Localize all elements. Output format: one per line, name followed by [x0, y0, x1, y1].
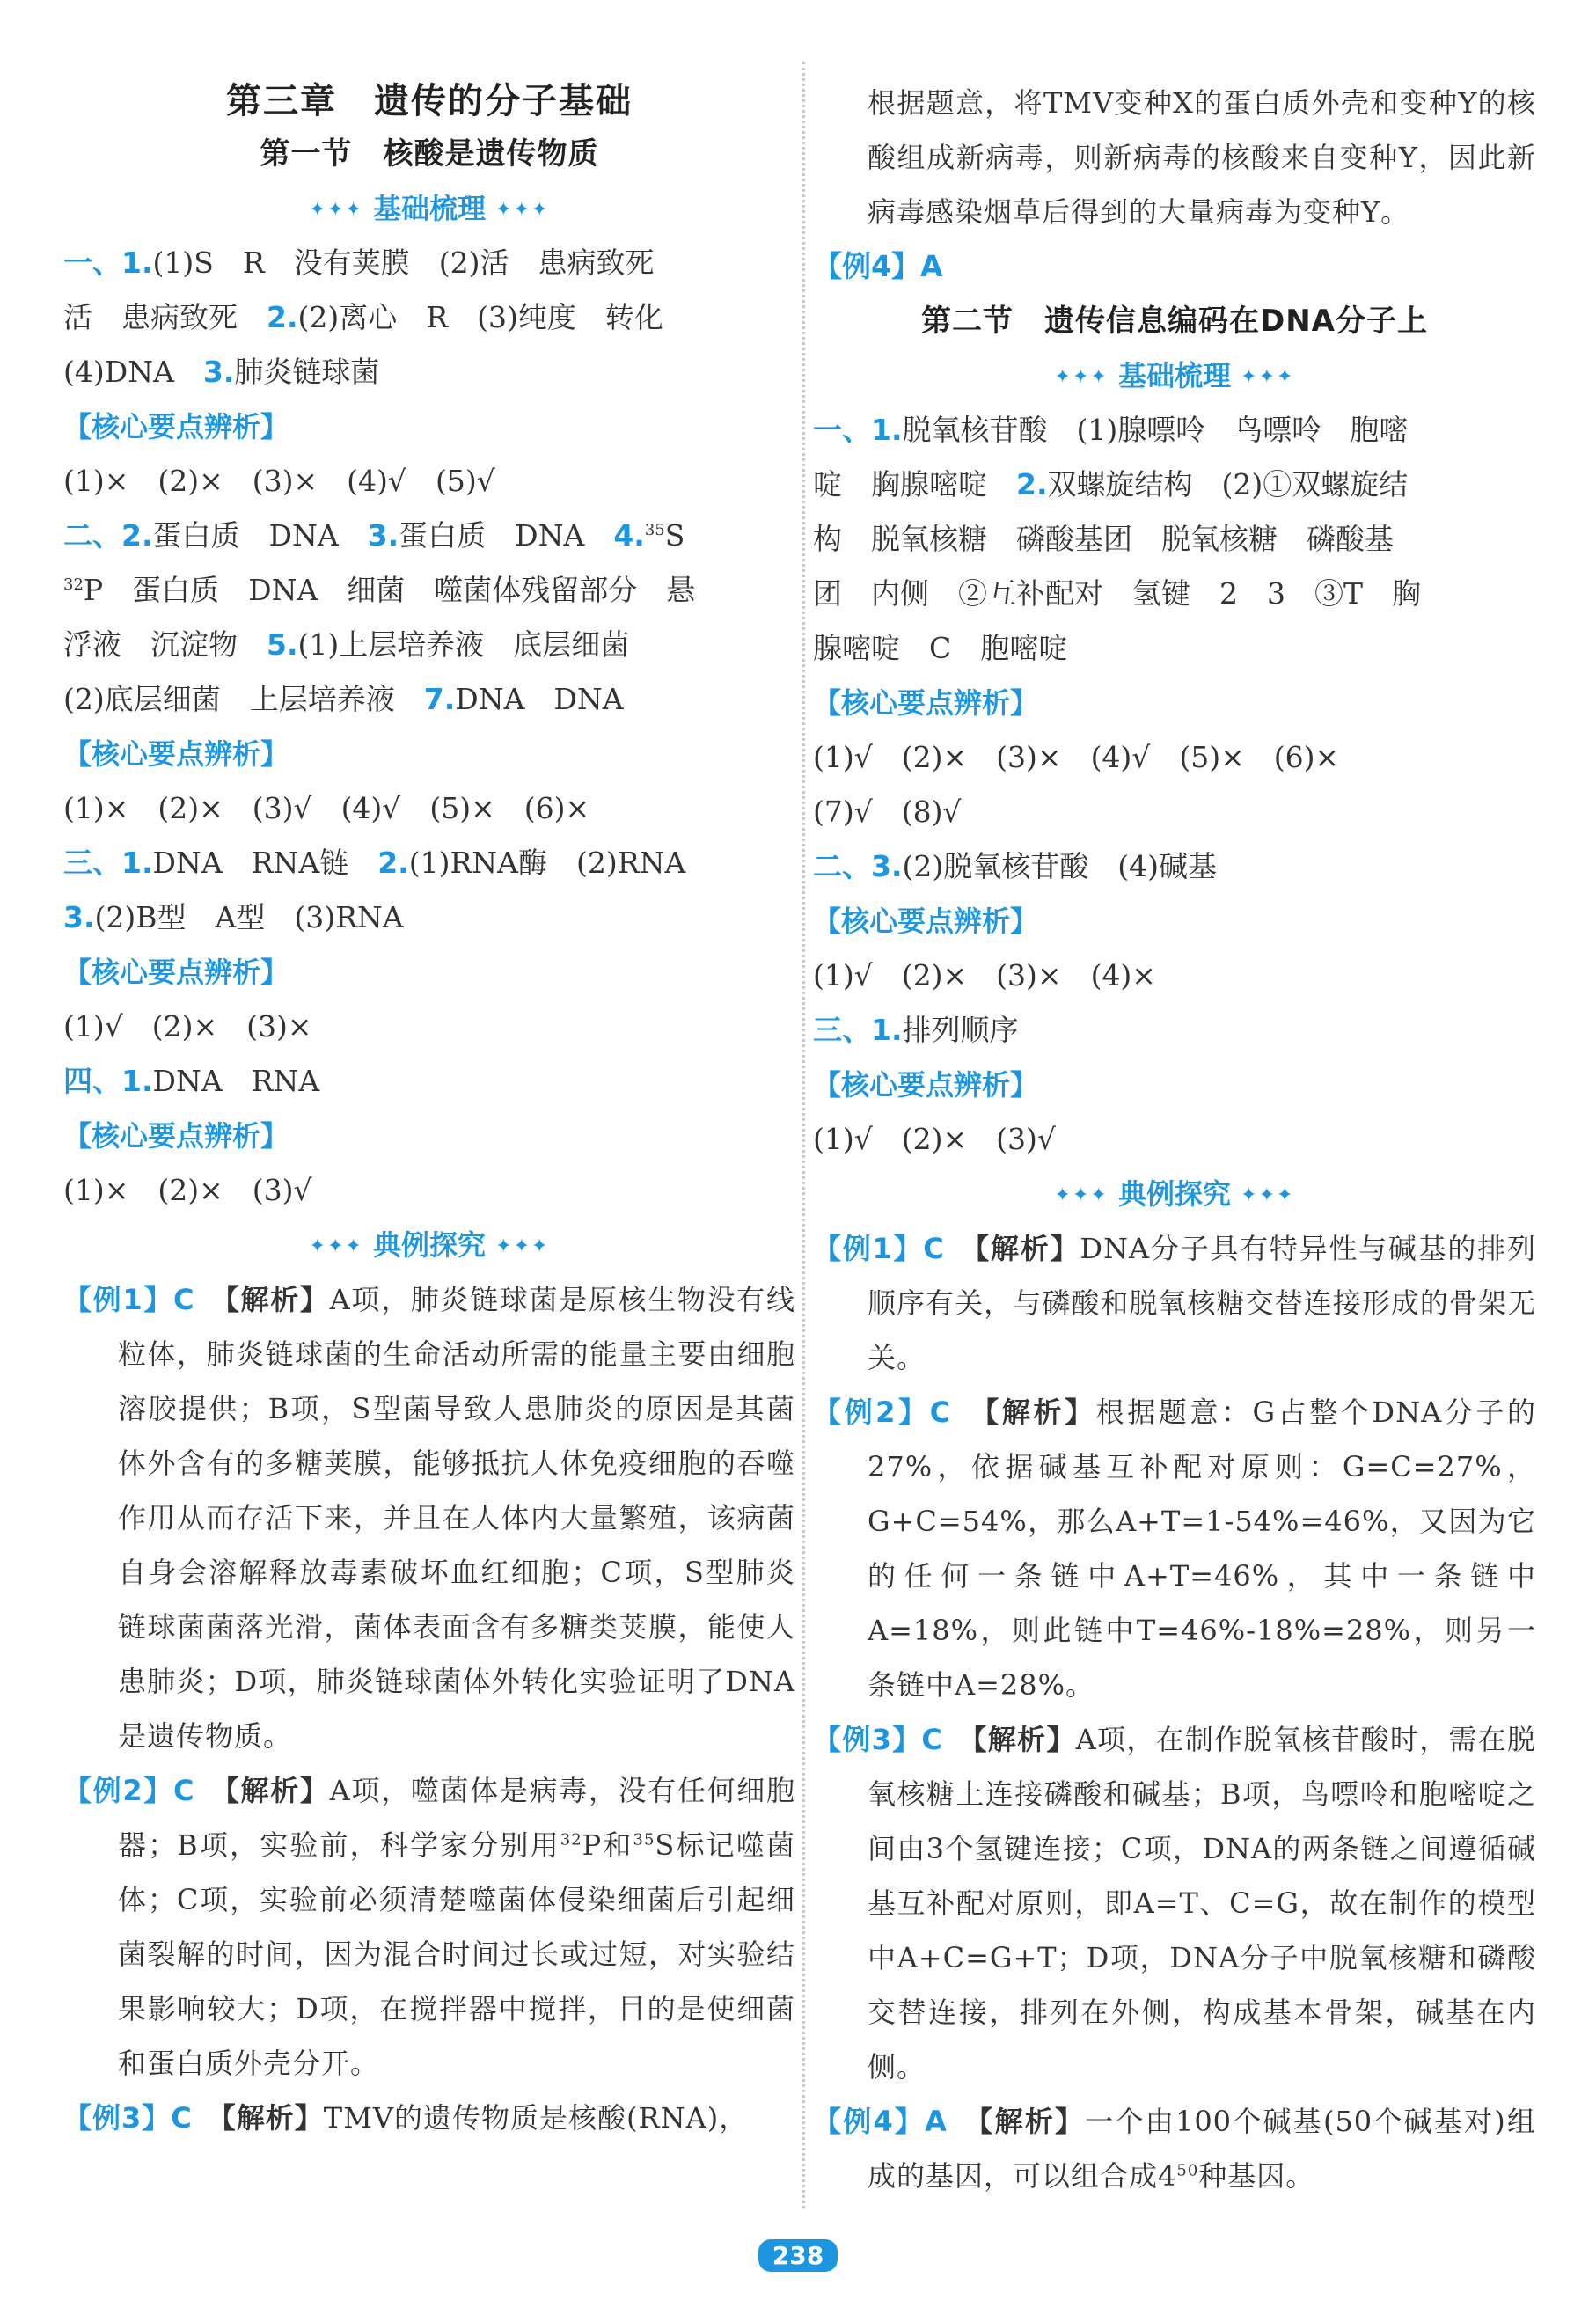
superscript: 32: [560, 1830, 582, 1850]
core-answers: (1)× (2)× (3)√ (4)√ (5)× (6)×: [63, 791, 590, 825]
example-label: 【例4】: [813, 249, 920, 283]
examples-heading-text: 典例探究: [1117, 1177, 1231, 1211]
answer-text: (2)离心 R (3)纯度 转化: [297, 300, 663, 334]
example-label: 【例1】: [813, 1232, 924, 1265]
part-number: 二、: [813, 849, 871, 883]
answer-text: 双螺旋结构 (2)①双螺旋结: [1047, 467, 1409, 502]
example-answer: A: [919, 249, 943, 283]
analysis-label: 【解析】: [224, 1283, 330, 1316]
answer-text: (4)DNA: [63, 355, 203, 389]
analysis-text: A项，肺炎链球菌是原核生物没有线粒体，肺炎链球菌的生命活动所需的能量主要由细胞溶胶提供；B项，S型菌导致人患肺炎的原因是其菌体外含有的多糖荚膜，能够抵抗人体免疫细胞的吞噬作用从而存活下来，并且在人体内大量繁殖，该病菌自身会溶解释放毒素破坏血红细胞；C项，S型肺炎链球菌菌落光滑，菌体表面含有多糖类荚膜，能使人患肺炎；D项，肺炎链球菌体外转化实验证明了DNA是遗传物质。: [118, 1283, 795, 1753]
analysis-text: A项，噬菌体是病毒，没有任何细胞器；B项，实验前，科学家分别用: [118, 1774, 795, 1862]
answer-text: 啶 胸腺嘧啶: [813, 467, 1016, 502]
analysis-label: 【解析】: [972, 1723, 1076, 1756]
section-title: 第一节 核酸是遗传物质: [260, 136, 599, 172]
part-number: 四、: [63, 1064, 121, 1098]
example-answer: C: [929, 1395, 952, 1429]
item-number: 3.: [367, 518, 399, 553]
answer-text: DNA DNA: [455, 682, 624, 716]
examples-heading-text: 典例探究: [372, 1228, 486, 1262]
answer-line: [813, 1003, 1536, 1058]
answer-line: [63, 563, 795, 618]
answer-text: 脱氧核苷酸 (1)腺嘌呤 鸟嘌呤 胞嘧: [902, 413, 1409, 447]
example-label: 【例3】: [813, 1723, 922, 1756]
analysis-label: 【解析】: [985, 1395, 1096, 1429]
analysis-text: 种基因。: [1198, 2159, 1315, 2193]
item-number: 2.: [267, 300, 298, 334]
core-heading-text: 核心要点辨析: [841, 905, 1011, 938]
answer-text: P 蛋白质 DNA 细菌 噬菌体残留部分 悬: [83, 573, 696, 607]
core-heading-text: 核心要点辨析: [92, 956, 261, 989]
answer-text: 浮液 沉淀物: [63, 627, 267, 662]
core-answers: (1)× (2)× (3)× (4)√ (5)√: [63, 464, 495, 498]
example-answer: C: [173, 1283, 195, 1316]
answer-line: [63, 890, 795, 945]
example-label: 【例2】: [63, 1774, 173, 1807]
core-heading: 【核心要点辨析】: [63, 1119, 289, 1153]
answer-line: [63, 836, 795, 890]
answer-text: (2)底层细菌 上层培养液: [63, 682, 424, 716]
analysis-label: 【解析】: [221, 2101, 324, 2135]
item-number: 1.: [871, 413, 903, 447]
item-number: 5.: [267, 627, 298, 662]
example-label: 【例4】: [813, 2105, 926, 2138]
example-2: [63, 1763, 795, 2091]
answer-text: 蛋白质 DNA: [152, 518, 368, 553]
diamond-dots-icon: ✦✦✦: [495, 1235, 550, 1257]
superscript: 32: [63, 575, 84, 594]
item-number: 3.: [871, 849, 903, 883]
core-heading: 【核心要点辨析】: [813, 1068, 1039, 1102]
core-heading-text: 核心要点辨析: [92, 410, 261, 443]
core-answers: (1)√ (2)× (3)× (4)×: [813, 958, 1156, 993]
section-title: 第二节 遗传信息编码在DNA分子上: [921, 304, 1428, 339]
example-answer: A: [925, 2105, 948, 2138]
part-number: 一、: [63, 245, 121, 280]
answer-text: 肺炎链球菌: [234, 355, 380, 389]
left-column: [63, 76, 795, 2145]
superscript: 35: [633, 1830, 655, 1850]
answer-text: (1)S R 没有荚膜 (2)活 患病致死: [152, 245, 655, 280]
answer-text: DNA RNA: [152, 1064, 320, 1098]
analysis-label: 【解析】: [975, 1232, 1080, 1265]
answer-text: DNA RNA链: [152, 846, 378, 880]
item-number: 7.: [423, 682, 456, 716]
analysis-text: P和: [582, 1828, 633, 1862]
item-number: 3.: [202, 355, 235, 389]
examples-heading: [63, 1218, 795, 1272]
example-3: [63, 2091, 795, 2145]
example-label: 【例3】: [63, 2101, 172, 2135]
item-number: 3.: [63, 900, 95, 934]
answer-text: 蛋白质 DNA: [399, 518, 614, 553]
example-1: [63, 1272, 795, 1763]
item-number: 4.: [613, 518, 645, 553]
example-3: [813, 1712, 1536, 2094]
core-answers: (1)√ (2)× (3)√: [813, 1122, 1056, 1156]
item-number: 1.: [121, 1064, 153, 1098]
part-number: 三、: [63, 846, 121, 880]
example-4: [813, 2094, 1536, 2203]
core-answers: (7)√ (8)√: [813, 795, 962, 829]
superscript: 50: [1176, 2161, 1199, 2180]
item-number: 1.: [121, 245, 153, 280]
analysis-text: 根据题意：G占整个DNA分子的27%，依据碱基互补配对原则：G=C=27%，G+C=54%，那么A+T=1-54%=46%，又因为它的任何一条链中A+T=46%，其中一条链中A=18%，则此链中T=46%-18%=28%，则另一条链中A=28%。: [868, 1395, 1536, 1702]
core-heading-text: 核心要点辨析: [92, 1119, 261, 1153]
analysis-text: DNA分子具有特异性与碱基的排列顺序有关，与磷酸和脱氧核糖交替连接形成的骨架无关。: [868, 1232, 1536, 1374]
core-heading: 【核心要点辨析】: [813, 905, 1039, 938]
example-answer: C: [173, 1774, 195, 1807]
basics-heading: [813, 348, 1536, 403]
analysis-text: TMV的遗传物质是核酸(RNA)，: [323, 2101, 749, 2135]
answer-text: 排列顺序: [902, 1013, 1019, 1047]
answer-text: (2)B型 A型 (3)RNA: [94, 900, 404, 934]
answer-text: (1)RNA酶 (2)RNA: [408, 846, 686, 880]
chapter-title: 第三章 遗传的分子基础: [226, 81, 633, 121]
core-answers: (1)√ (2)× (3)× (4)√ (5)× (6)×: [813, 740, 1340, 774]
example-answer: C: [923, 1232, 945, 1265]
core-answers: (1)× (2)× (3)√: [63, 1173, 312, 1207]
diamond-dots-icon: ✦✦✦: [309, 199, 363, 221]
example-3-continued: 根据题意，将TMV变种X的蛋白质外壳和变种Y的核酸组成新病毒，则新病毒的核酸来自变种Y，因此新病毒感染烟草后得到的大量病毒为变种Y。: [868, 86, 1536, 229]
basics-heading: [63, 181, 795, 236]
answer-line: [813, 403, 1536, 458]
answer-line: 腺嘧啶 C 胞嘧啶: [813, 631, 1068, 665]
core-heading-text: 核心要点辨析: [92, 737, 261, 771]
item-number: 2.: [121, 518, 153, 553]
answer-line: [63, 618, 795, 672]
answer-text: 活 患病致死: [63, 300, 267, 334]
core-answers: (1)√ (2)× (3)×: [63, 1009, 312, 1044]
answer-text: (1)上层培养液 底层细菌: [297, 627, 630, 662]
answer-text: S: [664, 518, 685, 553]
superscript: 35: [644, 521, 665, 539]
example-2: [813, 1385, 1536, 1712]
answer-line: 构 脱氧核糖 磷酸基团 脱氧核糖 磷酸基: [813, 522, 1394, 556]
part-number: 二、: [63, 518, 121, 553]
answer-line: [63, 236, 795, 290]
answer-line: [813, 458, 1536, 512]
core-heading-text: 核心要点辨析: [841, 686, 1011, 720]
answer-line: [63, 672, 795, 727]
diamond-dots-icon: ✦✦✦: [1241, 366, 1295, 388]
basics-heading-text: 基础梳理: [1117, 359, 1231, 392]
example-label: 【例2】: [813, 1395, 930, 1429]
example-label: 【例1】: [63, 1283, 173, 1316]
core-heading: 【核心要点辨析】: [813, 686, 1039, 720]
analysis-text: S标记噬菌体；C项，实验前必须清楚噬菌体侵染细菌后引起细菌裂解的时间，因为混合时间过长或过短，对实验结果影响较大；D项，在搅拌器中搅拌，目的是使细菌和蛋白质外壳分开。: [118, 1828, 795, 2080]
analysis-label: 【解析】: [224, 1774, 330, 1807]
example-answer: C: [171, 2101, 193, 2135]
basics-heading-text: 基础梳理: [372, 192, 486, 225]
answer-line: [63, 345, 795, 399]
answer-line: 团 内侧 ②互补配对 氢键 2 3 ③T 胸: [813, 576, 1422, 611]
part-number: 一、: [813, 413, 871, 447]
analysis-text: A项，在制作脱氧核苷酸时，需在脱氧核糖上连接磷酸和碱基；B项，鸟嘌呤和胞嘧啶之间由3个氢键连接；C项，DNA的两条链之间遵循碱基互补配对原则，即A=T、C=G，故在制作的模型中A+C=G+T；D项，DNA分子中脱氧核糖和磷酸交替连接，排列在外侧，构成基本骨架，碱基在内侧。: [868, 1723, 1536, 2084]
examples-heading: [813, 1167, 1536, 1221]
core-heading: 【核心要点辨析】: [63, 737, 289, 771]
analysis-text: 一个由100个碱基(50个碱基对)组成的基因，可以组合成4: [868, 2105, 1536, 2193]
diamond-dots-icon: ✦✦✦: [1054, 1184, 1109, 1206]
core-heading-text: 核心要点辨析: [841, 1068, 1011, 1102]
item-number: 1.: [121, 846, 153, 880]
page-number-badge: 238: [758, 2239, 838, 2272]
answer-line: [63, 290, 795, 345]
example-answer: C: [921, 1723, 943, 1756]
diamond-dots-icon: ✦✦✦: [495, 199, 550, 221]
answer-line: [63, 509, 795, 563]
item-number: 1.: [871, 1013, 903, 1047]
diamond-dots-icon: ✦✦✦: [1241, 1184, 1295, 1206]
diamond-dots-icon: ✦✦✦: [309, 1235, 363, 1257]
core-heading: 【核心要点辨析】: [63, 956, 289, 989]
column-divider: [802, 62, 805, 2208]
item-number: 2.: [1016, 467, 1048, 502]
answer-line: [813, 839, 1536, 894]
analysis-label: 【解析】: [978, 2105, 1086, 2138]
item-number: 2.: [377, 846, 409, 880]
part-number: 三、: [813, 1013, 871, 1047]
right-column: [813, 76, 1536, 2203]
core-heading: 【核心要点辨析】: [63, 410, 289, 443]
answer-line: [63, 1054, 795, 1109]
diamond-dots-icon: ✦✦✦: [1054, 366, 1109, 388]
answer-text: (2)脱氧核苷酸 (4)碱基: [902, 849, 1217, 883]
page-number: [0, 2239, 1596, 2272]
example-1: [813, 1221, 1536, 1385]
example-4: [813, 239, 1536, 294]
